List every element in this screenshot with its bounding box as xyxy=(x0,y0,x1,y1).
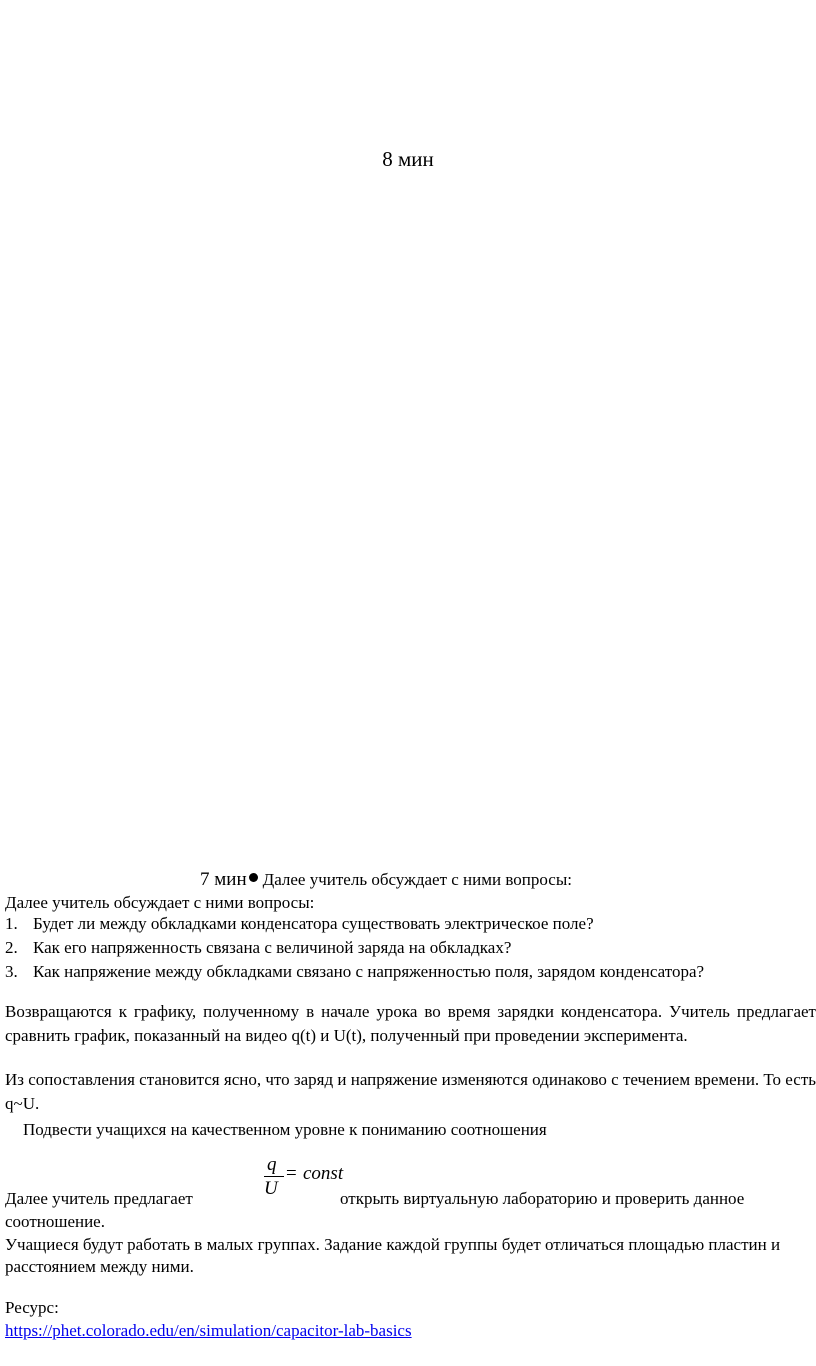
list-item-text: Будет ли между обкладками конденсатора существовать электрическое поле? xyxy=(33,914,594,933)
time-label-7-min: 7 мин xyxy=(200,869,247,890)
resource-label: Ресурс: xyxy=(5,1298,59,1317)
list-item xyxy=(5,937,816,961)
questions-list xyxy=(5,913,816,985)
paragraph-groups: Учащиеся будут работать в малых группах. Задание каждой группы будет отличаться площадью пластин и расстоянием между ними. xyxy=(5,1235,781,1276)
paragraph-graph-comparison: Возвращаются к графику, полученному в начале урока во время зарядки конденсатора. Учитель предлагает сравнить график, показанный на видео q(t) и U(t), полученный при проведении эксперимента. xyxy=(5,1002,816,1045)
list-item-number: 2. xyxy=(5,938,18,957)
time-label-8-min: 8 мин xyxy=(382,147,434,171)
formula-numerator: q xyxy=(267,1154,277,1175)
paragraph-teacher-offers-right: открыть виртуальную лабораторию и проверить данное xyxy=(340,1189,745,1208)
list-item xyxy=(5,961,816,985)
formula-rhs: const xyxy=(303,1163,344,1184)
paragraph-lead-to-relation: Подвести учащихся на качественном уровне к пониманию соотношения xyxy=(23,1120,547,1139)
list-item-text: Как его напряженность связана с величиной заряда на обкладках? xyxy=(33,938,512,957)
list-item xyxy=(5,913,816,937)
fraction-bar xyxy=(264,1176,284,1177)
formula-denominator: U xyxy=(264,1178,278,1199)
bullet-icon xyxy=(249,873,258,882)
list-item-number: 3. xyxy=(5,962,18,981)
resource-link[interactable]: https://phet.colorado.edu/en/simulation/capacitor-lab-basics xyxy=(5,1321,412,1340)
time-bullet-line xyxy=(200,869,572,891)
list-item-number: 1. xyxy=(5,914,18,933)
formula-equals: = xyxy=(286,1163,297,1184)
paragraph-teacher-offers-left: Далее учитель предлагает xyxy=(5,1189,193,1208)
intro-text: Далее учитель обсуждает с ними вопросы: xyxy=(5,893,315,912)
paragraph-teacher-offers-cont: соотношение. xyxy=(5,1212,105,1231)
list-item-text: Как напряжение между обкладками связано с напряженностью поля, зарядом конденсатора? xyxy=(33,962,705,981)
bullet-text: Далее учитель обсуждает с ними вопросы: xyxy=(262,870,572,889)
paragraph-comparison-result: Из сопоставления становится ясно, что заряд и напряжение изменяются одинаково с течением времени. То есть q~U. xyxy=(5,1070,816,1113)
